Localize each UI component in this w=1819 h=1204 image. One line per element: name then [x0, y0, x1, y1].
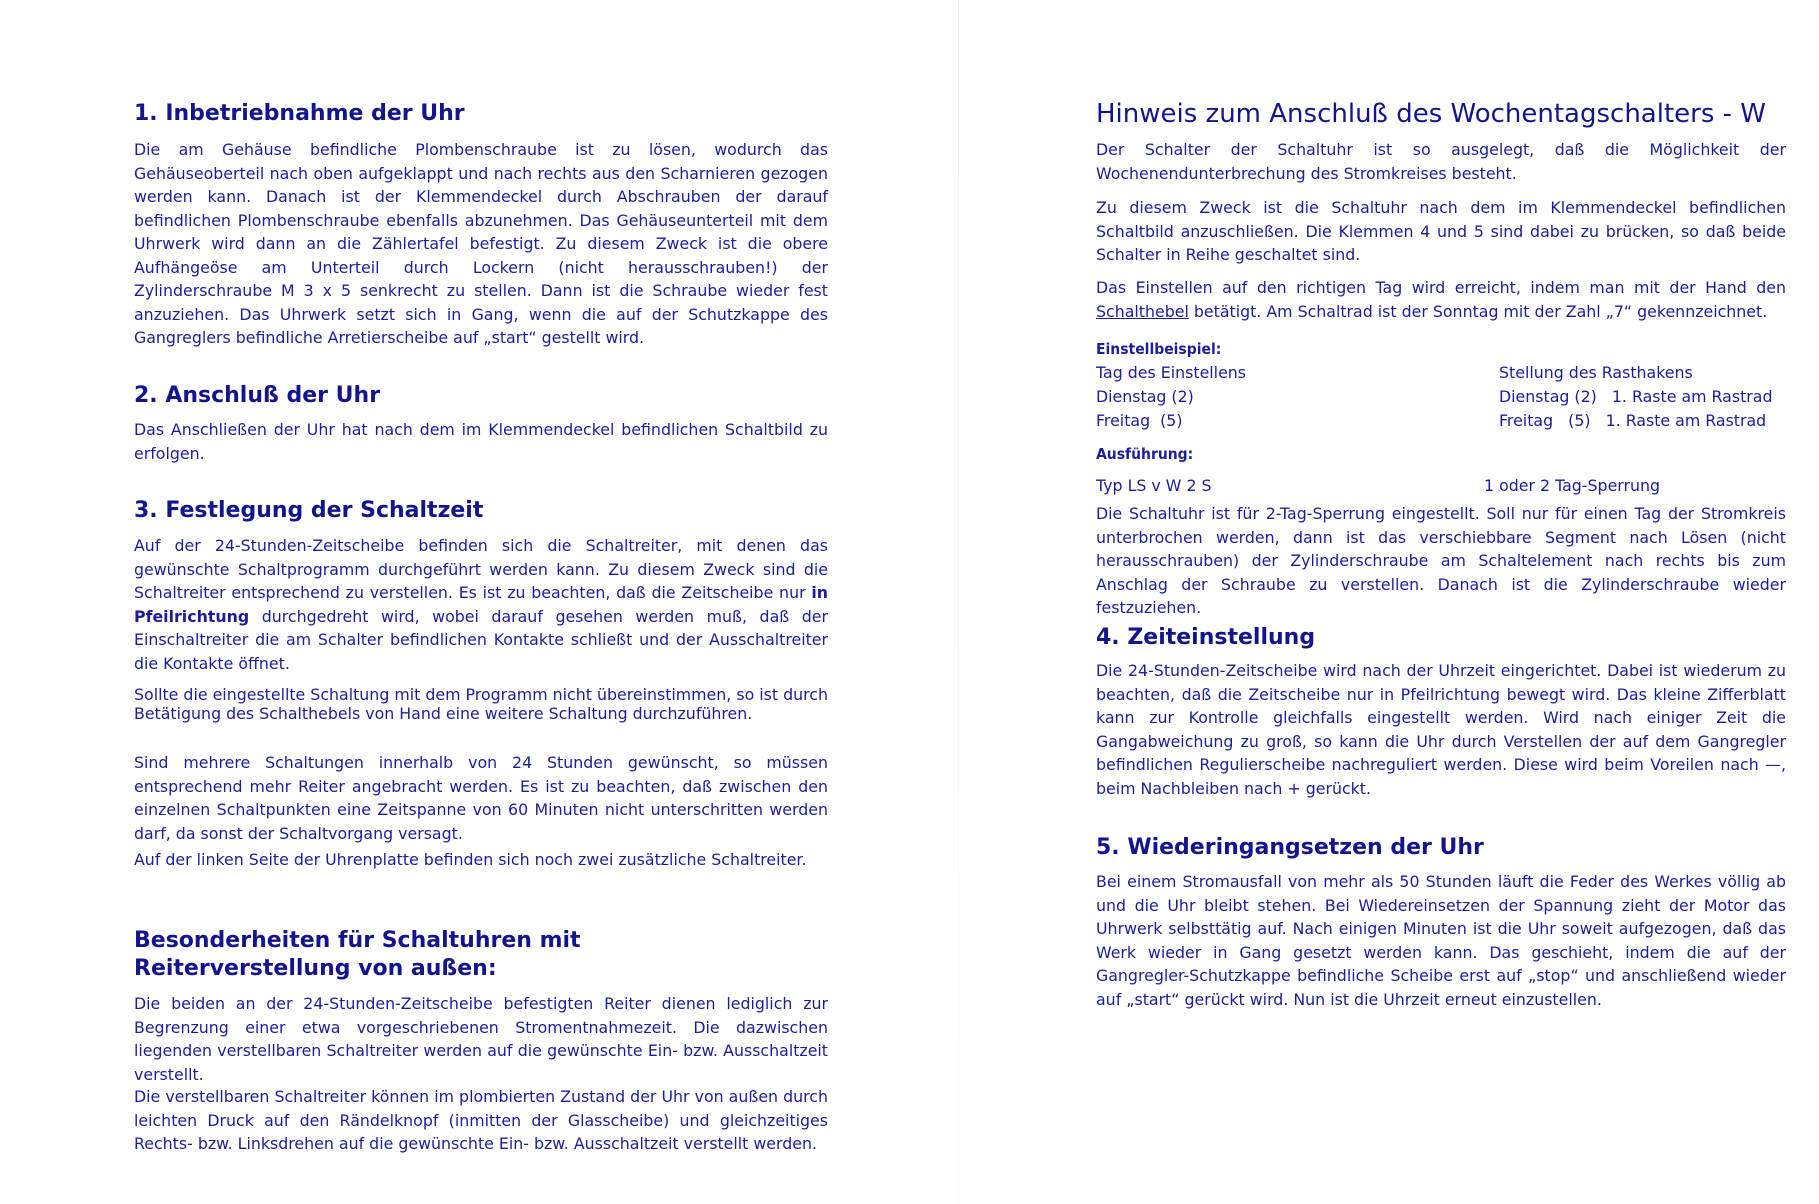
example-row-left: Tag des Einstellens	[1096, 363, 1247, 382]
section-3-paragraph-2: Sollte die eingestellte Schaltung mit dem Programm nicht übereinstimmen, so ist durch Betätigung des Schalthebels von Hand eine weitere Schaltung durchzuführen.	[134, 685, 828, 723]
special-features-title: Besonderheiten für Schaltuhren mit Reiterverstellung von außen:	[134, 928, 581, 981]
page-fold	[958, 0, 959, 1204]
section-3-paragraph-1	[134, 534, 828, 675]
example-row	[1096, 385, 1786, 409]
hint-paragraph-3-end: betätigt. Am Schaltrad ist der Sonntag mit der Zahl „7“ gekennzeichnet.	[1188, 301, 1768, 321]
section-3-title: 3. Festlegung der Schaltzeit	[134, 498, 484, 523]
execution-body: Die Schaltuhr ist für 2-Tag-Sperrung eingestellt. Soll nur für einen Tag der Stromkreis unterbrochen werden, dann ist das verschiebbare Segment nach Lösen (nicht herausschrauben) der Zylinderschraube am Schaltelement nach rechts bis zum Anschlag der Schraube zu verstellen. Danach ist die Zylinderschraube wieder festzuziehen.	[1096, 504, 1786, 617]
hint-paragraph-1: Der Schalter der Schaltuhr ist so ausgelegt, daß die Möglichkeit der Wochenendunterbrechung des Stromkreises besteht.	[1096, 140, 1786, 183]
execution-locking: 1 oder 2 Tag-Sperrung	[1484, 476, 1661, 495]
section-4-body: Die 24-Stunden-Zeitscheibe wird nach der Uhrzeit eingerichtet. Dabei ist wiederum zu beachten, daß die Zeitscheibe nur in Pfeilrichtung bewegt wird. Das kleine Zifferblatt kann zur Kontrolle gleichfalls eingestellt werden. Wird nach einiger Zeit die Gangabweichung zu groß, so kann die Uhr durch Verstellen der auf dem Gangregler befindlichen Regulierscheibe nachreguliert werden. Diese wird beim Voreilen nach —, beim Nachbleiben nach + gerückt.	[1096, 661, 1786, 798]
execution-label: Ausführung:	[1096, 445, 1194, 463]
special-features-paragraph-2: Die verstellbaren Schaltreiter können im plombierten Zustand der Uhr von außen durch leichten Druck auf den Rändelknopf (inmitten der Glasscheibe) und gleichzeitiges Rechts- bzw. Linksdrehen auf die gewünschte Ein- bzw. Ausschaltzeit verstellt werden.	[134, 1087, 828, 1153]
execution-type: Typ LS v W 2 S	[1096, 476, 1212, 495]
section-1-title: 1. Inbetriebnahme der Uhr	[134, 101, 465, 126]
hint-paragraph-2: Zu diesem Zweck ist die Schaltuhr nach dem im Klemmendeckel befindlichen Schaltbild anzuschließen. Die Klemmen 4 und 5 sind dabei zu brücken, so daß beide Schalter in Reihe geschaltet sind.	[1096, 198, 1786, 264]
section-3-paragraph-1-start: Auf der 24-Stunden-Zeitscheibe befinden sich die Schaltreiter, mit denen das gewünschte Schaltprogramm durchgeführt werden kann. Zu diesem Zweck sind die Schaltreiter entsprechend zu verstellen. Es ist zu beachten, daß die Zeitscheibe nur	[134, 536, 828, 602]
section-3-paragraph-4: Auf der linken Seite der Uhrenplatte befinden sich noch zwei zusätzliche Schaltreiter.	[134, 850, 807, 869]
arrow-direction-emphasis: in Pfeilrichtung	[134, 583, 828, 626]
example-row-right: Freitag (5) 1. Raste am Rastrad	[1499, 411, 1767, 430]
hint-paragraph-3-start: Das Einstellen auf den richtigen Tag wird erreicht, indem man mit der Hand den	[1096, 278, 1786, 297]
section-2-title: 2. Anschluß der Uhr	[134, 383, 381, 408]
example-row-right: Dienstag (2) 1. Raste am Rastrad	[1499, 387, 1773, 406]
shift-lever-term: Schalthebel	[1096, 301, 1189, 321]
example-row-right: Stellung des Rasthakens	[1499, 363, 1693, 382]
example-label: Einstellbeispiel:	[1096, 340, 1222, 358]
example-row	[1096, 409, 1786, 433]
section-5-body: Bei einem Stromausfall von mehr als 50 Stunden läuft die Feder des Werkes völlig ab und die Uhr bleibt stehen. Bei Wiedereinsetzen der Spannung zieht der Motor das Uhrwerk selbsttätig auf. Nach einigen Minuten ist die Uhr soweit aufgezogen, daß das Werk wieder in Gang gesetzt werden kann. Das geschieht, indem die auf der Gangregler-Schutzkappe befindliche Scheibe erst auf „stop“ und anschließend wieder auf „start“ gerückt wird. Nun ist die Uhrzeit erneut einzustellen.	[1096, 872, 1786, 1009]
section-5-title: 5. Wiederingangsetzen der Uhr	[1096, 835, 1484, 860]
example-row-left: Dienstag (2)	[1096, 387, 1194, 406]
section-3-paragraph-3: Sind mehrere Schaltungen innerhalb von 24 Stunden gewünscht, so müssen entsprechend mehr Reiter angebracht werden. Es ist zu beachten, daß zwischen den einzelnen Schaltpunkten eine Zeitspanne von 60 Minuten nicht unterschritten werden darf, da sonst der Schaltvorgang versagt.	[134, 753, 828, 843]
execution-row	[1096, 474, 1786, 498]
example-row	[1096, 361, 1786, 385]
hint-title: Hinweis zum Anschluß des Wochentagschalters - W	[1096, 99, 1766, 129]
example-row-left: Freitag (5)	[1096, 411, 1183, 430]
section-4-title: 4. Zeiteinstellung	[1096, 625, 1316, 650]
special-features-paragraph-1: Die beiden an der 24-Stunden-Zeitscheibe befestigten Reiter dienen lediglich zur Begrenzung einer etwa vorgeschriebenen Stromentnahmezeit. Die dazwischen liegenden verstellbaren Schaltreiter werden auf die gewünschte Ein- bzw. Ausschaltzeit verstellt.	[134, 994, 828, 1084]
section-3-paragraph-1-end: durchgedreht wird, wobei darauf gesehen werden muß, daß der Einschaltreiter die am Schalter befindlichen Kontakte schließt und der Ausschaltreiter die Kontakte öffnet.	[134, 606, 828, 673]
section-1-body: Die am Gehäuse befindliche Plombenschraube ist zu lösen, wodurch das Gehäuseoberteil nach oben aufgeklappt und nach rechts aus den Scharnieren gezogen werden kann. Danach ist der Klemmendeckel durch Abschrauben der darauf befindlichen Plombenschraube ebenfalls abzunehmen. Das Gehäuseunterteil mit dem Uhrwerk wird dann an die Zählertafel befestigt. Zu diesem Zweck ist die obere Aufhängeöse am Unterteil durch Lockern (nicht herausschrauben!) der Zylinderschraube M 3 x 5 senkrecht zu stellen. Dann ist die Schraube wieder fest anzuziehen. Das Uhrwerk setzt sich in Gang, wenn die auf der Schutzkappe des Gangreglers befindliche Arretierscheibe auf „start“ gestellt wird.	[134, 140, 828, 347]
hint-paragraph-3	[1096, 276, 1786, 323]
section-2-body: Das Anschließen der Uhr hat nach dem im Klemmendeckel befindlichen Schaltbild zu erfolgen.	[134, 420, 828, 463]
